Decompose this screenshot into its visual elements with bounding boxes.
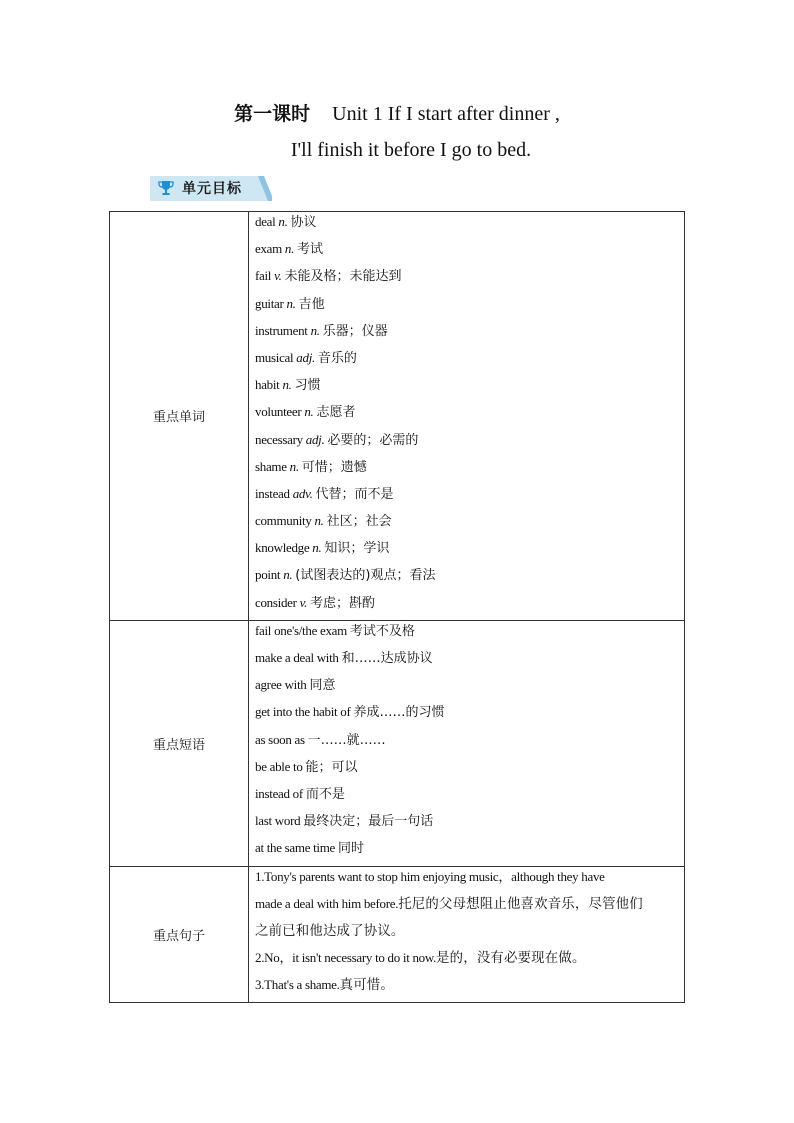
phrase-meaning: 能；可以: [305, 759, 358, 775]
word-meaning: 音乐的: [317, 350, 357, 366]
phrase-meaning: 而不是: [305, 786, 345, 802]
table-row-words: [110, 212, 685, 621]
banner-label: 单元目标: [182, 181, 242, 197]
list-item: [255, 565, 678, 592]
word-meaning: 知识；学识: [324, 541, 390, 557]
sentences-list: [249, 866, 685, 1003]
word-meaning: 必要的；必需的: [327, 432, 419, 448]
phrase-text: get into the habit of: [255, 704, 351, 720]
phrase-meaning: 一……就……: [307, 732, 386, 748]
sentence-english: 2.No，it isn't necessary to do it now.: [255, 950, 437, 966]
sentence-chinese: 托尼的父母想阻止他喜欢音乐，尽管他们: [398, 896, 643, 912]
word-text: community: [255, 513, 312, 529]
part-of-speech: n.: [284, 241, 295, 257]
phrase-meaning: 考试不及格: [349, 623, 415, 639]
list-item: [255, 538, 678, 565]
table-row-sentences: [110, 866, 685, 1003]
list-item: [255, 375, 678, 402]
table-row-phrases: [110, 620, 685, 866]
phrase-text: be able to: [255, 758, 303, 774]
word-text: exam: [255, 241, 282, 257]
phrase-text: make a deal with: [255, 650, 339, 665]
phrases-list: [249, 620, 685, 866]
phrase-meaning: 和……达成协议: [341, 651, 433, 666]
phrase-meaning: 养成……的习惯: [353, 705, 445, 721]
phrase-text: instead of: [255, 785, 303, 801]
word-meaning: 吉他: [298, 296, 325, 312]
category-cell: 重点单词: [110, 212, 249, 621]
list-item: [255, 484, 678, 511]
part-of-speech: n.: [278, 214, 288, 229]
word-text: instrument: [255, 322, 308, 338]
list-item: [255, 511, 678, 538]
list-item: [255, 212, 678, 239]
section-banner: [150, 176, 270, 200]
list-item: [255, 757, 678, 784]
word-meaning: 未能及格；未能达到: [284, 269, 402, 285]
list-item: [255, 348, 678, 375]
phrase-text: at the same time: [255, 840, 336, 856]
sentence-line: [255, 948, 678, 975]
word-meaning: 志愿者: [316, 405, 356, 421]
category-cell: 重点句子: [110, 866, 249, 1003]
sentence-english: 1.Tony's parents want to stop him enjoying music，although they have: [255, 868, 605, 884]
word-meaning: 考虑；斟酌: [310, 595, 376, 611]
sentence-line: [255, 975, 678, 1002]
word-text: fail: [255, 268, 272, 284]
word-meaning: 社区；社会: [326, 514, 392, 530]
part-of-speech: n.: [282, 377, 292, 393]
word-text: guitar: [255, 295, 284, 311]
list-item: [255, 838, 678, 865]
word-text: instead: [255, 485, 290, 501]
part-of-speech: n.: [312, 540, 322, 556]
list-item: [255, 321, 678, 348]
sentence-line: [255, 921, 678, 948]
list-item: [255, 648, 678, 675]
list-item: [255, 457, 678, 484]
part-of-speech: adj.: [296, 349, 315, 365]
part-of-speech: adj.: [305, 431, 325, 447]
word-meaning: (试图表达的)观点；看法: [295, 568, 436, 584]
unit-goals-table: [109, 211, 685, 1003]
phrase-meaning: 最终决定；最后一句话: [303, 814, 434, 830]
page-title-line1: [0, 99, 794, 126]
category-cell: 重点短语: [110, 620, 249, 866]
part-of-speech: v.: [274, 268, 282, 284]
part-of-speech: v.: [299, 594, 308, 610]
word-text: necessary: [255, 431, 303, 447]
part-of-speech: n.: [310, 322, 320, 338]
word-text: deal: [255, 214, 276, 229]
list-item: [255, 430, 678, 457]
word-text: consider: [255, 594, 297, 610]
list-item: [255, 239, 678, 266]
sentence-line: [255, 894, 678, 921]
part-of-speech: n.: [283, 567, 293, 583]
lesson-label: 第一课时: [234, 103, 311, 125]
part-of-speech: n.: [286, 295, 296, 311]
word-text: point: [255, 567, 281, 583]
part-of-speech: adv.: [292, 485, 313, 501]
part-of-speech: n.: [314, 513, 324, 529]
word-text: habit: [255, 377, 280, 393]
word-meaning: 协议: [290, 215, 317, 230]
part-of-speech: n.: [304, 404, 314, 420]
word-meaning: 习惯: [294, 378, 321, 394]
list-item: [255, 784, 678, 811]
word-text: volunteer: [255, 404, 302, 420]
word-text: musical: [255, 349, 294, 365]
list-item: [255, 675, 678, 702]
phrase-meaning: 同意: [309, 678, 336, 694]
list-item: [255, 294, 678, 321]
phrase-text: as soon as: [255, 731, 305, 747]
list-item: [255, 402, 678, 429]
list-item: [255, 730, 678, 757]
list-item: [255, 702, 678, 729]
list-item: [255, 811, 678, 838]
page-title-line2: I'll finish it before I go to bed.: [290, 139, 532, 161]
word-meaning: 可惜；遗憾: [301, 459, 367, 475]
list-item: [255, 621, 678, 648]
phrase-text: last word: [255, 813, 301, 829]
sentence-chinese: 真可惜。: [339, 978, 394, 994]
word-meaning: 乐器；仪器: [322, 323, 388, 339]
list-item: [255, 266, 678, 293]
phrase-text: agree with: [255, 677, 307, 693]
sentence-chinese: 是的，没有必要现在做。: [436, 951, 586, 967]
phrase-text: fail one's/the exam: [255, 622, 347, 638]
word-meaning: 考试: [297, 242, 324, 258]
sentence-line: [255, 867, 678, 894]
sentence-english: 3.That's a shame.: [255, 977, 340, 993]
word-meaning: 代替；而不是: [315, 486, 394, 502]
list-item: [255, 593, 678, 620]
phrase-meaning: 同时: [337, 841, 364, 857]
words-list: [249, 212, 685, 621]
sentence-english: made a deal with him before.: [255, 895, 399, 911]
word-text: shame: [255, 458, 287, 474]
word-text: knowledge: [255, 540, 310, 556]
sentence-chinese: 之前已和他达成了协议。: [255, 923, 405, 939]
part-of-speech: n.: [289, 458, 299, 474]
unit-title: Unit 1 If I start after dinner ,: [332, 103, 560, 125]
